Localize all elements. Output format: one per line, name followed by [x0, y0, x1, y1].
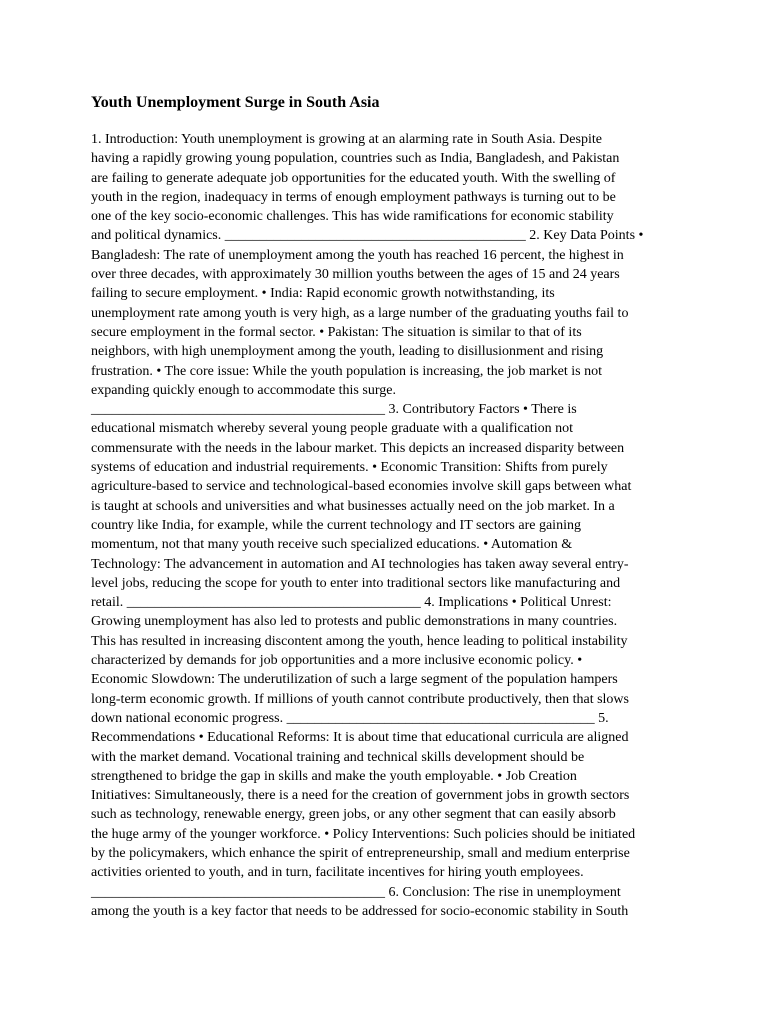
body-line: agriculture-based to service and technological-based economies involve skill gaps between what [91, 479, 632, 495]
document-body [91, 130, 681, 921]
body-line: are failing to generate adequate job opportunities for the educated youth. With the swelling of [91, 170, 616, 186]
body-line: Technology: The advancement in automation and AI technologies has taken away several entry- [91, 556, 629, 572]
body-line: __________________________________________ 6. Conclusion: The rise in unemployment [91, 884, 621, 900]
body-line: is taught at schools and universities and what businesses actually need on the job market. In a [91, 498, 615, 514]
body-line: strengthened to bridge the gap in skills and make the youth employable. • Job Creation [91, 768, 577, 784]
body-line: unemployment rate among youth is very high, as a large number of the graduating youths fail to [91, 305, 629, 321]
body-line: characterized by demands for job opportunities and a more inclusive economic policy. • [91, 653, 583, 669]
body-line: commensurate with the needs in the labour market. This depicts an increased disparity between [91, 440, 625, 456]
body-line: having a rapidly growing young population, countries such as India, Bangladesh, and Pakistan [91, 151, 620, 167]
body-line: Growing unemployment has also led to protests and public demonstrations in many countries. [91, 614, 618, 630]
document-title: Youth Unemployment Surge in South Asia [91, 94, 380, 111]
body-line: level jobs, reducing the scope for youth to enter into traditional sectors like manufacturing and [91, 575, 621, 591]
body-line: Economic Slowdown: The underutilization of such a large segment of the population hampers [91, 672, 618, 688]
body-line: __________________________________________ 3. Contributory Factors • There is [91, 402, 577, 418]
body-line: retail. __________________________________________ 4. Implications • Political Unrest: [91, 595, 612, 611]
body-line: such as technology, renewable energy, green jobs, or any other segment that can easily absorb [91, 807, 616, 823]
body-line: over three decades, with approximately 30 million youths between the ages of 15 and 24 years [91, 267, 620, 283]
body-line: long-term economic growth. If millions of youth cannot contribute productively, then that slows [91, 691, 629, 707]
body-line: one of the key socio-economic challenges. This has wide ramifications for economic stability [91, 209, 614, 225]
body-line: momentum, not that many youth receive such specialized educations. • Automation & [91, 537, 573, 553]
body-line: and political dynamics. ___________________________________________ 2. Key Data Points • [91, 228, 644, 244]
body-line: Recommendations • Educational Reforms: It is about time that educational curricula are aligned [91, 730, 629, 746]
body-line: This has resulted in increasing discontent among the youth, hence leading to political instability [91, 633, 628, 649]
body-line: systems of education and industrial requirements. • Economic Transition: Shifts from purely [91, 460, 608, 476]
body-line: 1. Introduction: Youth unemployment is growing at an alarming rate in South Asia. Despite [91, 132, 602, 147]
body-line: country like India, for example, while the current technology and IT sectors are gaining [91, 517, 581, 533]
body-line: youth in the region, inadequacy in terms of enough employment pathways is turning out to be [91, 189, 616, 205]
body-line: neighbors, with high unemployment among the youth, leading to disillusionment and rising [91, 344, 604, 360]
body-line: failing to secure employment. • India: Rapid economic growth notwithstanding, its [91, 286, 555, 302]
body-line: with the market demand. Vocational training and technical skills development should be [91, 749, 585, 765]
body-line: expanding quickly enough to accommodate this surge. [91, 382, 396, 398]
body-line: Bangladesh: The rate of unemployment among the youth has reached 16 percent, the highest in [91, 247, 624, 263]
body-line: educational mismatch whereby several young people graduate with a qualification not [91, 421, 574, 437]
body-line: frustration. • The core issue: While the youth population is increasing, the job market is not [91, 363, 602, 379]
body-line: secure employment in the formal sector. • Pakistan: The situation is similar to that of its [91, 324, 582, 340]
body-line: down national economic progress. ____________________________________________ 5. [91, 710, 609, 726]
body-line: by the policymakers, which enhance the spirit of entrepreneurship, small and medium enterprise [91, 845, 630, 861]
body-line: among the youth is a key factor that needs to be addressed for socio-economic stability in South [91, 903, 629, 919]
body-line: Initiatives: Simultaneously, there is a need for the creation of government jobs in growth sectors [91, 788, 630, 804]
body-line: activities oriented to youth, and in turn, facilitate incentives for hiring youth employees. [91, 865, 584, 881]
body-line: the huge army of the younger workforce. • Policy Interventions: Such policies should be initiated [91, 826, 636, 842]
